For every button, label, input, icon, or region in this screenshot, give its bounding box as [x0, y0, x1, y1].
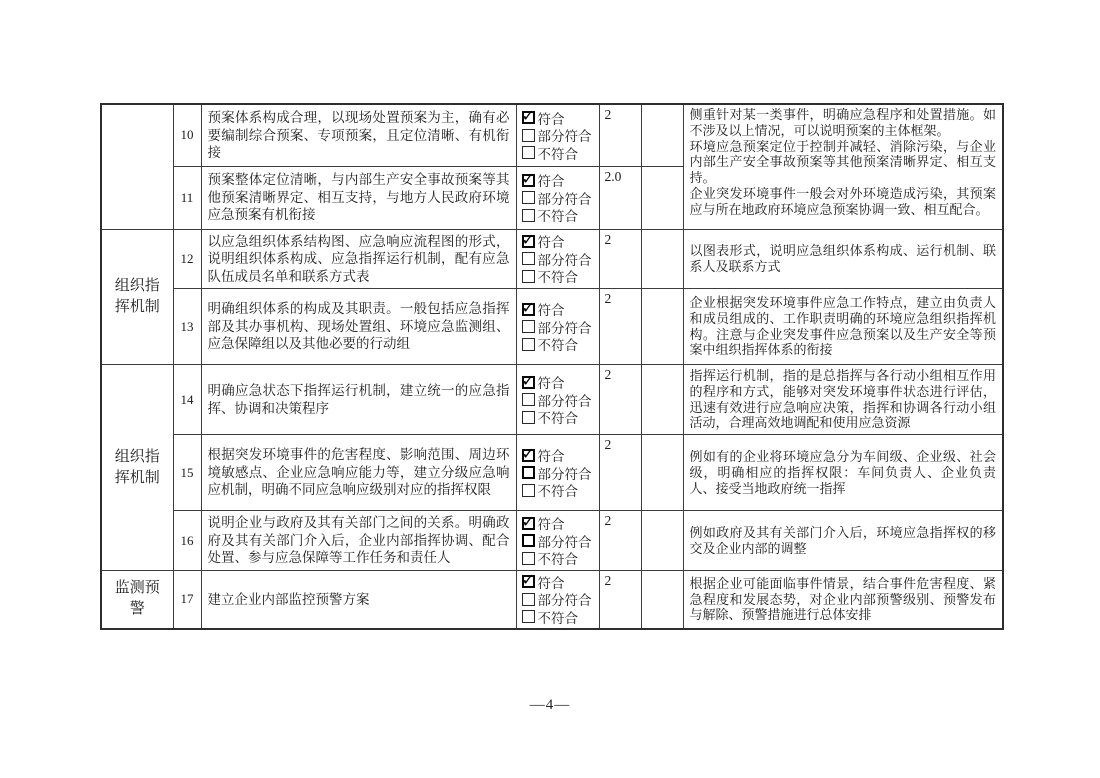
compliance-options	[516, 289, 599, 365]
checkbox-partial-conform[interactable]	[522, 252, 535, 265]
checkbox-partial-conform[interactable]	[522, 191, 535, 204]
checkbox-label: 不符合	[537, 146, 578, 162]
option-partial-conform	[522, 127, 595, 145]
checkbox-label: 符合	[537, 575, 565, 591]
option-non-conform	[522, 549, 595, 567]
checkbox-label: 部分符合	[537, 593, 592, 609]
item-description: 明确组织体系的构成及其职责。一般包括应急指挥部及其办事机构、现场处置组、环境应急监测组、应急保障组以及其他必要的行动组	[201, 289, 516, 365]
option-partial-conform	[522, 189, 595, 207]
item-description: 根据突发环境事件的危害程度、影响范围、周边环境敏感点、企业应急响应能力等，建立分级应急响应机制，明确不同应急响应级别对应的指挥权限	[201, 435, 516, 511]
checkbox-label: 符合	[537, 235, 565, 251]
option-non-conform	[522, 206, 595, 224]
option-partial-conform	[522, 591, 595, 609]
empty-cell	[641, 571, 683, 629]
checkbox-partial-conform[interactable]	[522, 393, 535, 406]
option-conform	[522, 233, 595, 251]
option-partial-conform	[522, 532, 595, 550]
compliance-options	[516, 435, 599, 511]
checkbox-partial-conform[interactable]	[522, 129, 535, 142]
comment-paragraph: 侧重针对某一类事件，明确应急程序和处置措施。如不涉及以上情况，可以说明预案的主体框架。	[689, 107, 996, 138]
comment-cell: 例如有的企业将环境应急分为车间级、企业级、社会级，明确相应的指挥权限：车间负责人、企业负责人、接受当地政府统一指挥	[683, 435, 1003, 511]
table-row	[101, 229, 1003, 289]
checkbox-conform[interactable]	[522, 575, 535, 588]
item-description: 明确应急状态下指挥运行机制，建立统一的应急指挥、协调和决策程序	[201, 365, 516, 435]
checkbox-partial-conform[interactable]	[522, 534, 535, 547]
option-conform	[522, 300, 595, 318]
category-cell: 组织指挥机制	[101, 365, 173, 571]
score-cell: 2	[599, 435, 641, 511]
table-row	[101, 365, 1003, 435]
empty-cell	[641, 229, 683, 289]
item-number: 11	[173, 166, 201, 229]
checkbox-non-conform[interactable]	[522, 270, 535, 283]
table-row	[101, 289, 1003, 365]
checkbox-label: 部分符合	[537, 466, 592, 482]
checkbox-label: 不符合	[537, 610, 578, 626]
empty-cell	[641, 289, 683, 365]
checkbox-partial-conform[interactable]	[522, 466, 535, 479]
comment-cell	[683, 104, 1003, 229]
category-cell	[101, 104, 173, 229]
item-number: 16	[173, 511, 201, 571]
option-non-conform	[522, 608, 595, 626]
checkbox-label: 不符合	[537, 552, 578, 568]
item-number: 15	[173, 435, 201, 511]
score-cell: 2	[599, 511, 641, 571]
score-cell: 2	[599, 571, 641, 629]
comment-paragraph: 环境应急预案定位于控制并减轻、消除污染，与企业内部生产安全事故预案等其他预案清晰界定、相互支持。	[689, 138, 996, 186]
checkbox-label: 部分符合	[537, 129, 592, 145]
comment-cell: 根据企业可能面临事件情景，结合事件危害程度、紧急程度和发展态势，对企业内部预警级别、预警发布与解除、预警措施进行总体安排	[683, 571, 1003, 629]
item-number: 13	[173, 289, 201, 365]
item-number: 17	[173, 571, 201, 629]
checkbox-label: 部分符合	[537, 534, 592, 550]
checkbox-conform[interactable]	[522, 303, 535, 316]
empty-cell	[641, 435, 683, 511]
item-description: 预案整体定位清晰，与内部生产安全事故预案等其他预案清晰界定、相互支持，与地方人民政府环境应急预案有机衔接	[201, 166, 516, 229]
option-partial-conform	[522, 318, 595, 336]
comment-cell: 指挥运行机制，指的是总指挥与各行动小组相互作用的程序和方式，能够对突发环境事件状态进行评估，迅速有效进行应急响应决策，指挥和协调各行动小组活动，合理高效地调配和使用应急资源	[683, 365, 1003, 435]
checkbox-conform[interactable]	[522, 111, 535, 124]
checkbox-label: 不符合	[537, 209, 578, 224]
checkbox-label: 部分符合	[537, 320, 592, 336]
score-cell: 2	[599, 104, 641, 166]
table-row	[101, 435, 1003, 511]
item-description: 预案体系构成合理，以现场处置预案为主，确有必要编制综合预案、专项预案，且定位清晰、有机衔接	[201, 104, 516, 166]
option-partial-conform	[522, 464, 595, 482]
option-conform	[522, 446, 595, 464]
checkbox-label: 符合	[537, 517, 565, 533]
compliance-options	[516, 166, 599, 229]
option-partial-conform	[522, 391, 595, 409]
checkbox-conform[interactable]	[522, 376, 535, 389]
item-description: 说明企业与政府及其有关部门之间的关系。明确政府及其有关部门介入后，企业内部指挥协调、配合处置、参与应急保障等工作任务和责任人	[201, 511, 516, 571]
comment-cell: 以图表形式，说明应急组织体系构成、运行机制、联系人及联系方式	[683, 229, 1003, 289]
item-number: 10	[173, 104, 201, 166]
option-conform	[522, 373, 595, 391]
option-non-conform	[522, 144, 595, 162]
checkbox-conform[interactable]	[522, 235, 535, 248]
comment-cell: 企业根据突发环境事件应急工作特点，建立由负责人和成员组成的、工作职责明确的环境应急组织指挥机构。注意与企业突发事件应急预案以及生产安全等预案中组织指挥体系的衔接	[683, 289, 1003, 365]
item-description: 以应急组织体系结构图、应急响应流程图的形式，说明组织体系构成、应急指挥运行机制，配有应急队伍成员名单和联系方式表	[201, 229, 516, 289]
checkbox-label: 符合	[537, 376, 565, 392]
item-description: 建立企业内部监控预警方案	[201, 571, 516, 629]
table-row	[101, 511, 1003, 571]
checkbox-label: 符合	[537, 174, 565, 189]
item-number: 14	[173, 365, 201, 435]
option-non-conform	[522, 481, 595, 499]
checkbox-label: 部分符合	[537, 393, 592, 409]
compliance-options	[516, 229, 599, 289]
category-cell: 监测预警	[101, 571, 173, 629]
checkbox-label: 符合	[537, 111, 565, 127]
compliance-options	[516, 365, 599, 435]
empty-cell	[641, 365, 683, 435]
option-non-conform	[522, 335, 595, 353]
checkbox-non-conform[interactable]	[522, 610, 535, 623]
checkbox-label: 不符合	[537, 411, 578, 427]
empty-cell	[641, 511, 683, 571]
checkbox-non-conform[interactable]	[522, 411, 535, 424]
score-cell: 2.0	[599, 166, 641, 229]
checkbox-label: 部分符合	[537, 252, 592, 268]
comment-paragraph: 企业突发环境事件一般会对外环境造成污染，其预案应与所在地政府环境应急预案协调一致、相互配合。	[689, 185, 996, 217]
checkbox-partial-conform[interactable]	[522, 593, 535, 606]
checkbox-partial-conform[interactable]	[522, 320, 535, 333]
checkbox-conform[interactable]	[522, 449, 535, 462]
checkbox-non-conform[interactable]	[522, 338, 535, 351]
option-conform	[522, 109, 595, 127]
checkbox-label: 不符合	[537, 338, 578, 353]
table-row	[101, 104, 1003, 166]
option-conform	[522, 514, 595, 532]
category-cell: 组织指挥机制	[101, 229, 173, 365]
option-conform	[522, 573, 595, 591]
checkbox-label: 不符合	[537, 270, 578, 286]
item-number: 12	[173, 229, 201, 289]
checkbox-conform[interactable]	[522, 174, 535, 187]
empty-cell	[641, 166, 683, 229]
checkbox-label: 符合	[537, 449, 565, 465]
evaluation-table	[100, 103, 1004, 630]
checkbox-non-conform[interactable]	[522, 209, 535, 222]
compliance-options	[516, 104, 599, 166]
option-partial-conform	[522, 250, 595, 268]
page-number: —4—	[529, 697, 571, 713]
score-cell: 2	[599, 365, 641, 435]
checkbox-label: 符合	[537, 303, 565, 318]
option-non-conform	[522, 408, 595, 426]
empty-cell	[641, 104, 683, 166]
score-cell: 2	[599, 289, 641, 365]
score-cell: 2	[599, 229, 641, 289]
checkbox-non-conform[interactable]	[522, 484, 535, 497]
checkbox-non-conform[interactable]	[522, 552, 535, 565]
checkbox-label: 部分符合	[537, 191, 592, 207]
compliance-options	[516, 511, 599, 571]
checkbox-non-conform[interactable]	[522, 146, 535, 159]
checkbox-label: 不符合	[537, 484, 578, 500]
comment-cell: 例如政府及其有关部门介入后，环境应急指挥权的移交及企业内部的调整	[683, 511, 1003, 571]
checkbox-conform[interactable]	[522, 517, 535, 530]
table-row	[101, 571, 1003, 629]
compliance-options	[516, 571, 599, 629]
option-non-conform	[522, 268, 595, 286]
option-conform	[522, 171, 595, 189]
